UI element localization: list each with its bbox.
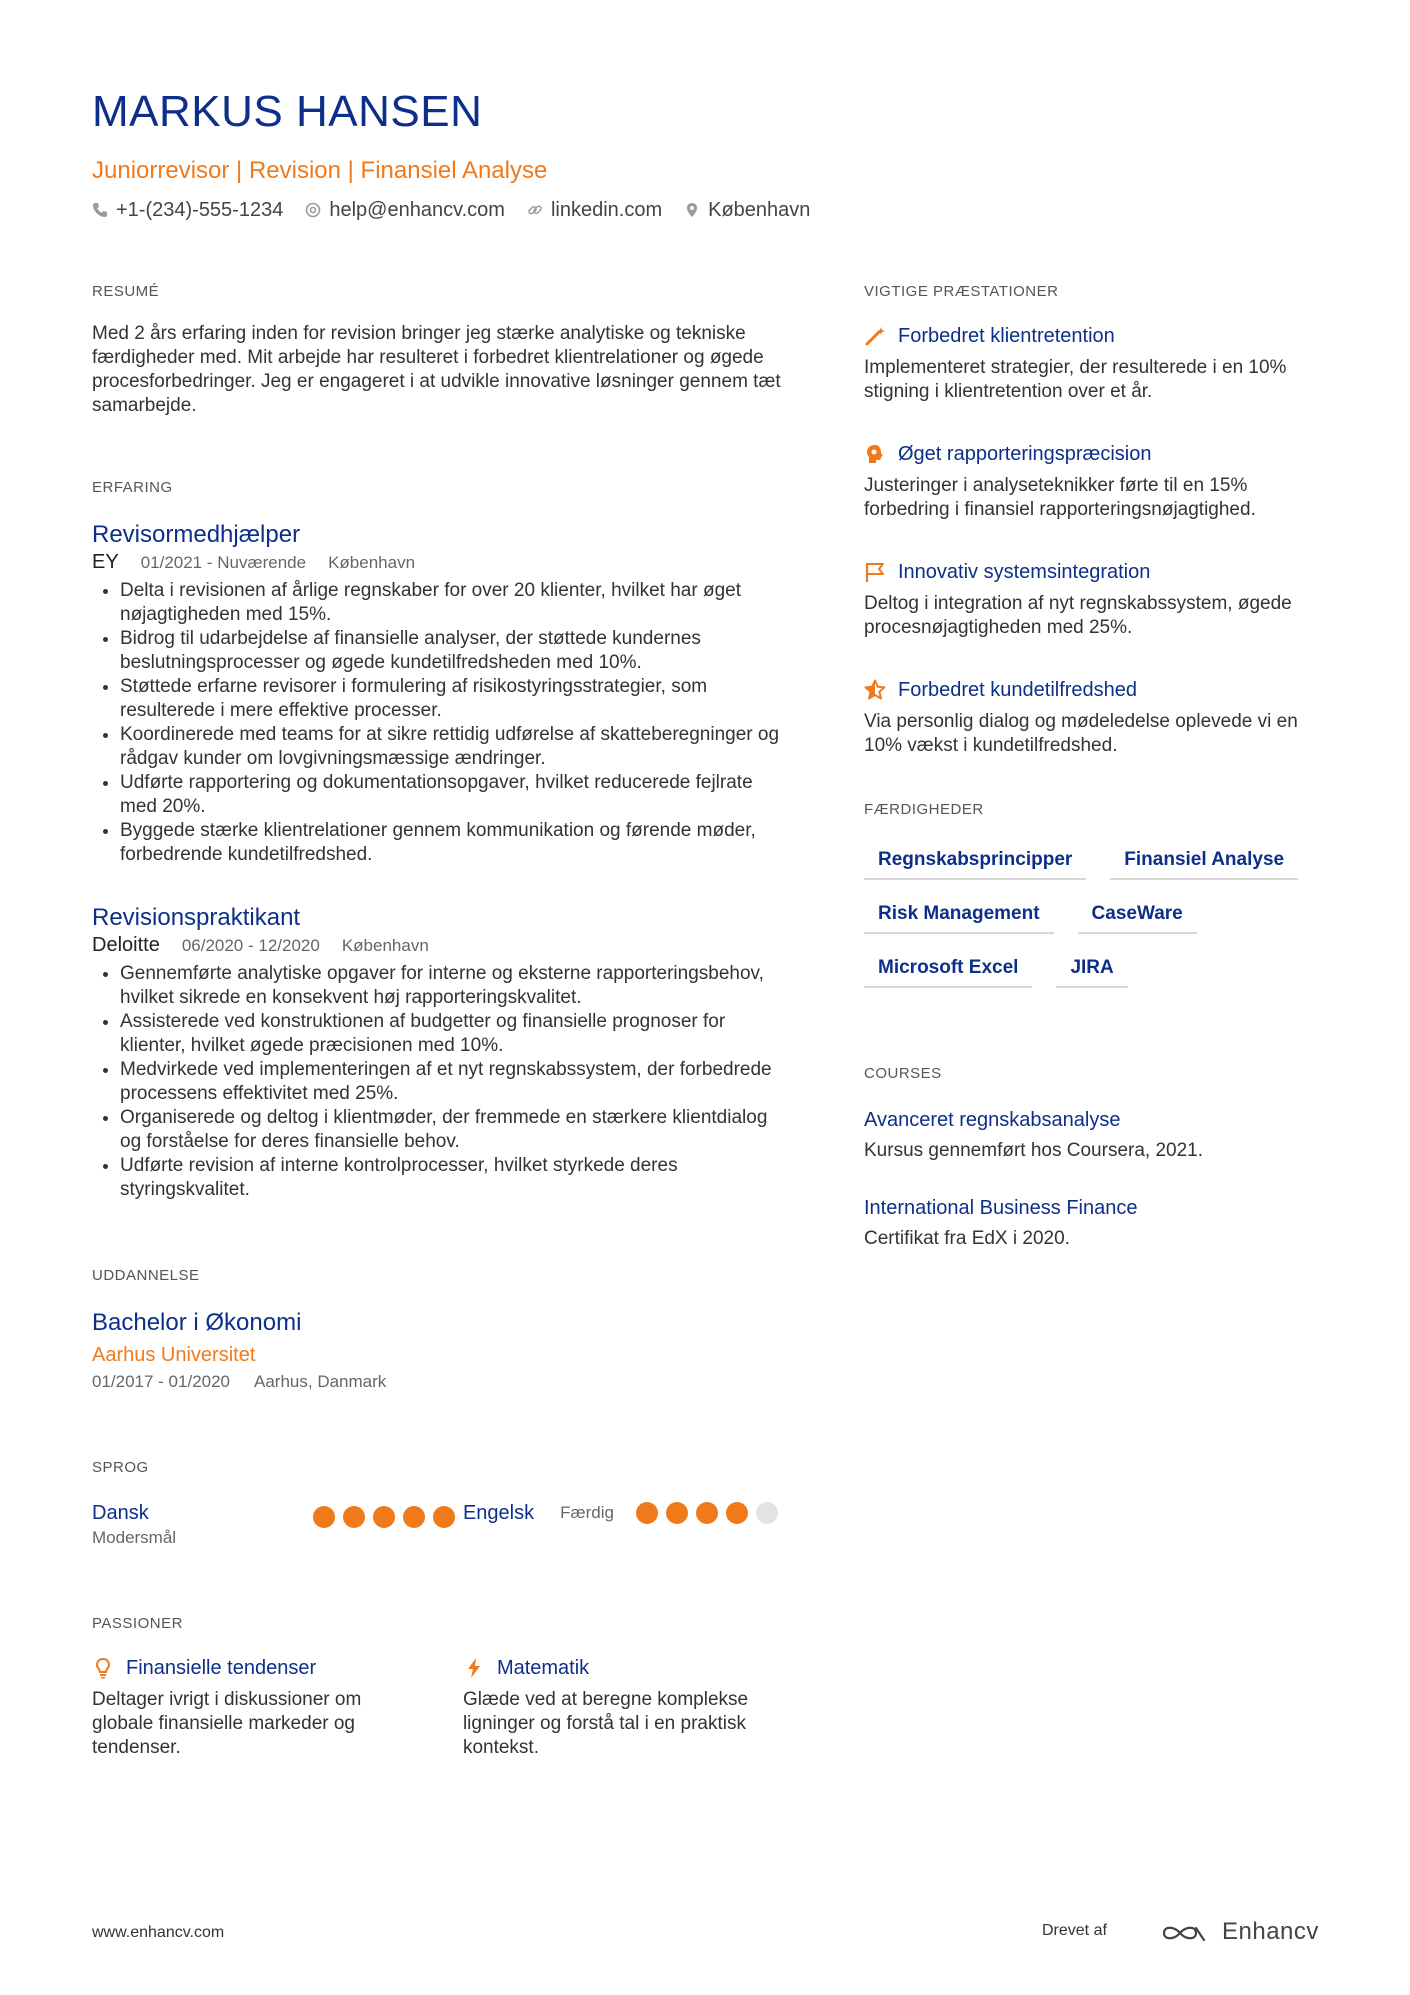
language-level: Modersmål (92, 1528, 177, 1547)
skills-list (864, 844, 1334, 988)
language-item (92, 1500, 463, 1550)
achievement-title: Forbedret klientretention (898, 325, 1115, 347)
job-entry (92, 903, 792, 1202)
section-label: RESUMÉ (92, 283, 160, 300)
job-company: Deloitte (92, 934, 160, 956)
section-label: FÆRDIGHEDER (864, 801, 984, 818)
bullet-item: • Byggede stærke klientrelationer gennem kommunikation og førende møder, forbedrende kundetilfredshed. (120, 819, 792, 867)
star-icon (864, 679, 886, 701)
rating-dot-filled (313, 1506, 335, 1528)
resume-header (92, 84, 1322, 224)
achievement-item (864, 676, 1334, 758)
achievement-item (864, 322, 1334, 404)
job-dates: 06/2020 - 12/2020 (181, 936, 320, 955)
language-item (463, 1500, 792, 1550)
language-name: Engelsk (462, 1502, 535, 1524)
job-title: Revisionspraktikant (92, 904, 301, 931)
passion-item (463, 1654, 792, 1760)
course-item (864, 1194, 1334, 1252)
footer-website[interactable]: www.enhancv.com (92, 1924, 225, 1941)
edu-dates: 01/2017 - 01/2020 (92, 1372, 231, 1391)
passion-item (92, 1654, 463, 1760)
contact-email[interactable] (305, 196, 505, 224)
skill-tag: Regnskabsprincipper (864, 844, 1086, 880)
section-label: UDDANNELSE (92, 1267, 200, 1284)
languages-section (92, 1458, 792, 1550)
job-title: Revisormedhjælper (92, 521, 301, 548)
left-column (92, 282, 792, 1760)
rating-dot-filled (696, 1502, 718, 1524)
skill-tag: CaseWare (1078, 898, 1197, 934)
linkedin-text: linkedin.com (550, 199, 663, 221)
contact-linkedin[interactable] (527, 196, 662, 224)
achievement-title: Øget rapporteringspræcision (898, 443, 1152, 465)
skill-tag: Finansiel Analyse (1110, 844, 1298, 880)
rating-dot-filled (726, 1502, 748, 1524)
job-bullets (92, 962, 792, 1202)
footer-powered-by: Drevet af (1042, 1922, 1107, 1939)
course-title: International Business Finance (864, 1197, 1138, 1219)
rating-dot-filled (373, 1506, 395, 1528)
rating-dot-empty (756, 1502, 778, 1524)
achievement-desc: Deltog i integration af nyt regnskabssystem, øgede procesnøjagtigheden med 25%. (864, 593, 1292, 638)
section-label: PASSIONER (92, 1615, 183, 1632)
course-desc: Certifikat fra EdX i 2020. (864, 1228, 1070, 1249)
bullet-item: • Assisterede ved konstruktionen af budgetter og finansielle prognoser for klienter, hvilket øgede præcisionen med 10%. (120, 1010, 792, 1058)
rating-dot-filled (403, 1506, 425, 1528)
email-text: help@enhancv.com (329, 199, 505, 221)
bullet-item: • Koordinerede med teams for at sikre rettidig udførelse af skatteberegninger og rådgav kunder om lovgivningsmæssige ændringer. (120, 723, 792, 771)
languages-list (92, 1500, 792, 1550)
candidate-title: Juniorrevisor | Revision | Finansiel Analyse (92, 157, 548, 184)
job-meta (92, 550, 792, 575)
course-desc: Kursus gennemført hos Coursera, 2021. (864, 1140, 1204, 1161)
job-meta (92, 933, 792, 958)
achievement-title: Innovativ systemsintegration (898, 561, 1151, 583)
bullet-item: • Delta i revisionen af årlige regnskaber for over 20 klienter, hvilket har øget nøjagtigheden med 15%. (120, 579, 792, 627)
job-company: EY (92, 551, 119, 573)
bullet-item: • Medvirkede ved implementeringen af et nyt regnskabssystem, der forbedrede processens effektivitet med 25%. (120, 1058, 792, 1106)
job-dates: 01/2021 - Nuværende (140, 553, 307, 572)
achievement-title: Forbedret kundetilfredshed (898, 679, 1138, 701)
courses-section (864, 1064, 1334, 1252)
language-name: Dansk (92, 1502, 149, 1524)
footer-brand: Enhancv (1222, 1918, 1319, 1945)
lightning-icon (463, 1657, 485, 1679)
location-text: København (708, 199, 811, 221)
passion-title: Finansielle tendenser (126, 1657, 317, 1679)
bullet-item: • Gennemførte analytiske opgaver for interne og eksterne rapporteringsbehov, hvilket sikrede en konsekvent høj rapporteringskvalitet. (120, 962, 792, 1010)
passions-section (92, 1614, 792, 1760)
edu-location: Aarhus, Danmark (254, 1372, 387, 1391)
section-label: VIGTIGE PRÆSTATIONER (864, 283, 1059, 300)
footer (92, 1918, 1322, 1958)
experience-section (92, 478, 792, 1202)
right-column (864, 282, 1334, 1252)
magic-wand-icon (864, 325, 886, 347)
passion-title: Matematik (496, 1657, 590, 1679)
enhancv-logo-icon (1160, 1918, 1208, 1948)
achievements-section (864, 282, 1334, 758)
language-rating (313, 1506, 455, 1550)
bullet-item: • Bidrog til udarbejdelse af finansielle analyser, der støttede kundernes beslutningsprocesser og øgede kundetilfredsheden med 10%. (120, 627, 792, 675)
link-icon (527, 202, 543, 218)
course-item (864, 1106, 1334, 1164)
passions-list (92, 1654, 792, 1760)
job-location: København (341, 936, 429, 955)
language-level: Færdig (560, 1503, 614, 1522)
section-label: SPROG (92, 1459, 149, 1476)
rating-dot-filled (343, 1506, 365, 1528)
bullet-item: • Organiserede og deltog i klientmøder, der fremmede en stærkere klientdialog og forståelse for deres finansielle behov. (120, 1106, 792, 1154)
course-title: Avanceret regnskabsanalyse (864, 1109, 1121, 1131)
section-label: ERFARING (92, 479, 173, 496)
passion-desc: Deltager ivrigt i diskussioner om globale finansielle markeder og tendenser. (92, 1689, 362, 1758)
summary-section (92, 282, 792, 418)
rating-dot-filled (433, 1506, 455, 1528)
phone-icon (92, 202, 108, 218)
rating-dot-filled (636, 1502, 658, 1524)
bullet-item: • Udførte revision af interne kontrolprocesser, hvilket styrkede deres styringskvalitet. (120, 1154, 792, 1202)
achievement-item (864, 440, 1334, 522)
bullet-item: • Støttede erfarne revisorer i formulering af risikostyringsstrategier, som resulterede i mere effektive processer. (120, 675, 792, 723)
edu-school: Aarhus Universitet (92, 1344, 256, 1366)
contact-bar (92, 196, 1322, 224)
skills-section (864, 800, 1334, 988)
section-label: COURSES (864, 1065, 942, 1082)
lightbulb-icon (92, 1657, 114, 1679)
job-bullets (92, 579, 792, 867)
bullet-item: • Udførte rapportering og dokumentationsopgaver, hvilket reducerede fejlrate med 20%. (120, 771, 792, 819)
edu-degree: Bachelor i Økonomi (92, 1309, 302, 1336)
rating-dot-filled (666, 1502, 688, 1524)
phone-text: +1-(234)-555-1234 (116, 199, 284, 221)
at-icon (305, 202, 321, 218)
summary-text: Med 2 års erfaring inden for revision bringer jeg stærke analytiske og tekniske færdigheder med. Mit arbejde har resulteret i forbedret klientrelationer og øgede procesforbedringer. Jeg er engageret i at udvikle innovative løsninger gennem tæt samarbejde. (92, 323, 781, 416)
skill-tag: JIRA (1056, 952, 1127, 988)
achievements-list (864, 322, 1334, 758)
education-section (92, 1266, 792, 1394)
language-rating (636, 1502, 778, 1524)
skill-tag: Microsoft Excel (864, 952, 1032, 988)
contact-location (684, 196, 810, 224)
location-pin-icon (684, 202, 700, 218)
edu-meta (92, 1370, 792, 1394)
skill-tag: Risk Management (864, 898, 1054, 934)
achievement-desc: Justeringer i analyseteknikker førte til en 15% forbedring i finansiel rapporteringsnøjagtighed. (864, 475, 1256, 520)
job-location: København (328, 553, 416, 572)
achievement-item (864, 558, 1334, 640)
candidate-name: MARKUS HANSEN (92, 87, 483, 136)
flag-icon (864, 561, 886, 583)
contact-phone (92, 196, 283, 224)
passion-desc: Glæde ved at beregne komplekse ligninger og forstå tal i en praktisk kontekst. (462, 1689, 749, 1758)
achievement-desc: Implementeret strategier, der resulterede i en 10% stigning i klientretention over et år. (864, 357, 1287, 402)
job-entry (92, 520, 792, 867)
achievement-desc: Via personlig dialog og mødeledelse oplevede vi en 10% vækst i kundetilfredshed. (864, 711, 1298, 756)
head-icon (864, 443, 886, 465)
